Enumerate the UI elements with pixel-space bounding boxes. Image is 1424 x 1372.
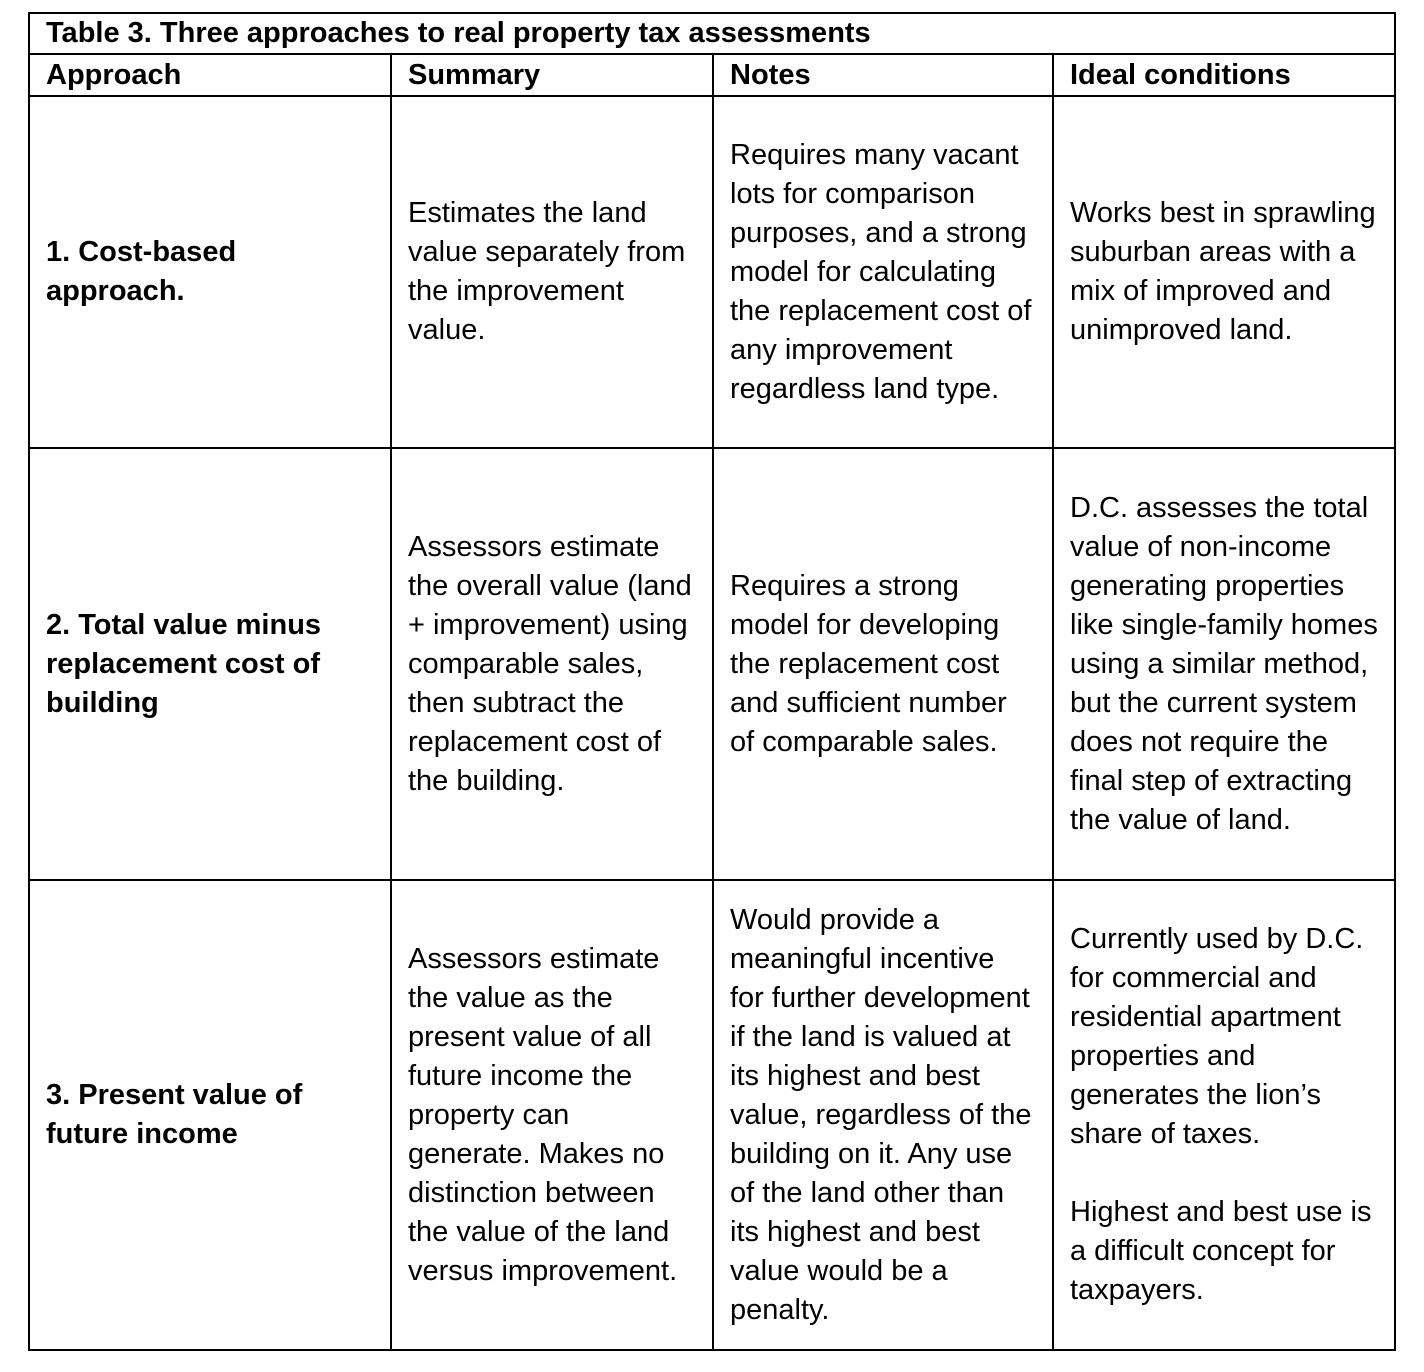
header-ideal-conditions: Ideal conditions — [1053, 54, 1395, 96]
header-approach: Approach — [29, 54, 391, 96]
property-tax-approaches-table — [28, 12, 1396, 1351]
approach-cell: 1. Cost-based approach. — [29, 96, 391, 448]
ideal-conditions-cell — [1053, 880, 1395, 1350]
table-row — [29, 448, 1395, 880]
ideal-conditions-text: Works best in sprawling suburban areas with a mix of improved and unimproved land. — [1070, 197, 1376, 346]
notes-cell: Requires many vacant lots for comparison purposes, and a strong model for calculating the replacement cost of any improvement regardless land type. — [713, 96, 1053, 448]
paragraph-gap — [1070, 1154, 1378, 1193]
notes-cell: Requires a strong model for developing the replacement cost and sufficient number of comparable sales. — [713, 448, 1053, 880]
summary-cell: Assessors estimate the overall value (land + improvement) using comparable sales, then subtract the replacement cost of the building. — [391, 448, 713, 880]
header-summary: Summary — [391, 54, 713, 96]
table-row — [29, 880, 1395, 1350]
table-row — [29, 96, 1395, 448]
table-caption: Table 3. Three approaches to real property tax assessments — [29, 13, 1395, 54]
summary-cell: Assessors estimate the value as the present value of all future income the property can generate. Makes no distinction between the value of the land versus improvement. — [391, 880, 713, 1350]
summary-cell: Estimates the land value separately from the improvement value. — [391, 96, 713, 448]
approach-cell: 3. Present value of future income — [29, 880, 391, 1350]
ideal-conditions-cell — [1053, 448, 1395, 880]
header-notes: Notes — [713, 54, 1053, 96]
notes-cell: Would provide a meaningful incentive for further development if the land is valued at its highest and best value, regardless of the building on it. Any use of the land other than its highest and best value would be a penalty. — [713, 880, 1053, 1350]
ideal-conditions-text: Currently used by D.C. for commercial and residential apartment properties and generates the lion’s share of taxes. — [1070, 923, 1364, 1150]
approach-cell: 2. Total value minus replacement cost of building — [29, 448, 391, 880]
ideal-conditions-text: Highest and best use is a difficult concept for taxpayers. — [1070, 1196, 1372, 1306]
ideal-conditions-text: D.C. assesses the total value of non-income generating properties like single-family homes using a similar method, but the current system does not require the final step of extracting the value of land. — [1070, 491, 1378, 836]
ideal-conditions-cell — [1053, 96, 1395, 448]
